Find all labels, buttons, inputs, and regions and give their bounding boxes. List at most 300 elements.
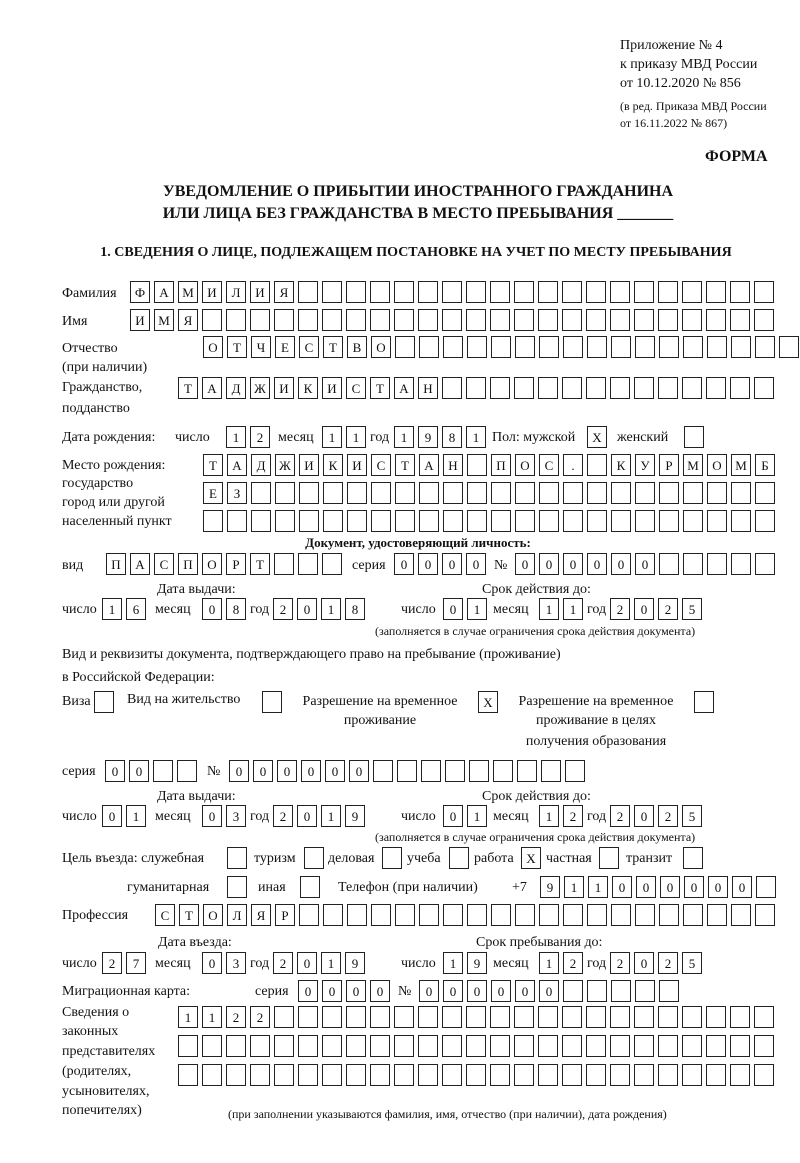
input-cell[interactable]: 0 xyxy=(611,553,631,575)
input-cell[interactable] xyxy=(373,760,393,782)
input-cell[interactable] xyxy=(517,760,537,782)
input-cell[interactable] xyxy=(226,1064,246,1086)
input-cell[interactable] xyxy=(682,1064,702,1086)
input-cell[interactable] xyxy=(226,1035,246,1057)
input-cell[interactable] xyxy=(394,1064,414,1086)
input-cell[interactable] xyxy=(634,309,654,331)
input-cell[interactable] xyxy=(730,1064,750,1086)
input-cell[interactable] xyxy=(586,377,606,399)
input-cell[interactable] xyxy=(514,281,534,303)
input-cell[interactable]: Ж xyxy=(275,454,295,476)
input-cell[interactable]: 2 xyxy=(610,952,630,974)
input-cell[interactable] xyxy=(467,336,487,358)
input-cell[interactable]: 0 xyxy=(443,598,463,620)
input-cell[interactable] xyxy=(707,904,727,926)
input-cell[interactable]: У xyxy=(635,454,655,476)
input-cell[interactable] xyxy=(442,309,462,331)
input-cell[interactable]: 0 xyxy=(297,598,317,620)
input-cell[interactable] xyxy=(490,1064,510,1086)
input-cell[interactable]: 0 xyxy=(394,553,414,575)
input-cell[interactable] xyxy=(490,377,510,399)
input-cell[interactable] xyxy=(538,281,558,303)
input-cell[interactable] xyxy=(682,1035,702,1057)
input-cell[interactable] xyxy=(394,281,414,303)
input-cell[interactable]: О xyxy=(515,454,535,476)
input-cell[interactable] xyxy=(587,904,607,926)
input-cell[interactable]: 2 xyxy=(250,426,270,448)
input-cell[interactable] xyxy=(683,904,703,926)
input-cell[interactable]: 1 xyxy=(539,598,559,620)
input-cell[interactable]: А xyxy=(202,377,222,399)
input-cell[interactable] xyxy=(563,510,583,532)
input-cell[interactable] xyxy=(445,760,465,782)
input-cell[interactable] xyxy=(694,691,714,713)
input-cell[interactable] xyxy=(347,904,367,926)
input-cell[interactable] xyxy=(563,336,583,358)
input-cell[interactable]: 0 xyxy=(442,553,462,575)
input-cell[interactable]: С xyxy=(346,377,366,399)
input-cell[interactable]: X xyxy=(587,426,607,448)
input-cell[interactable] xyxy=(659,980,679,1002)
input-cell[interactable]: 2 xyxy=(273,598,293,620)
input-cell[interactable]: 0 xyxy=(636,876,656,898)
input-cell[interactable] xyxy=(421,760,441,782)
input-cell[interactable] xyxy=(610,309,630,331)
input-cell[interactable] xyxy=(466,1006,486,1028)
input-cell[interactable]: 0 xyxy=(515,553,535,575)
input-cell[interactable]: И xyxy=(130,309,150,331)
input-cell[interactable] xyxy=(565,760,585,782)
input-cell[interactable]: X xyxy=(478,691,498,713)
input-cell[interactable]: 0 xyxy=(491,980,511,1002)
input-cell[interactable] xyxy=(634,377,654,399)
input-cell[interactable] xyxy=(659,553,679,575)
input-cell[interactable] xyxy=(538,1064,558,1086)
input-cell[interactable]: 2 xyxy=(250,1006,270,1028)
input-cell[interactable] xyxy=(658,309,678,331)
input-cell[interactable]: Ж xyxy=(250,377,270,399)
input-cell[interactable]: 0 xyxy=(684,876,704,898)
input-cell[interactable] xyxy=(466,1035,486,1057)
input-cell[interactable]: Т xyxy=(323,336,343,358)
input-cell[interactable]: Т xyxy=(250,553,270,575)
input-cell[interactable] xyxy=(563,482,583,504)
input-cell[interactable] xyxy=(563,904,583,926)
input-cell[interactable] xyxy=(491,510,511,532)
input-cell[interactable]: И xyxy=(250,281,270,303)
input-cell[interactable] xyxy=(467,904,487,926)
input-cell[interactable] xyxy=(419,904,439,926)
input-cell[interactable] xyxy=(659,510,679,532)
input-cell[interactable] xyxy=(731,482,751,504)
input-cell[interactable] xyxy=(754,1064,774,1086)
input-cell[interactable] xyxy=(178,1035,198,1057)
input-cell[interactable] xyxy=(419,510,439,532)
input-cell[interactable] xyxy=(250,309,270,331)
input-cell[interactable] xyxy=(586,1006,606,1028)
input-cell[interactable]: 0 xyxy=(660,876,680,898)
input-cell[interactable] xyxy=(539,336,559,358)
input-cell[interactable] xyxy=(397,760,417,782)
input-cell[interactable] xyxy=(202,1035,222,1057)
input-cell[interactable] xyxy=(299,510,319,532)
input-cell[interactable]: 5 xyxy=(682,598,702,620)
input-cell[interactable] xyxy=(322,1006,342,1028)
input-cell[interactable]: X xyxy=(521,847,541,869)
input-cell[interactable]: . xyxy=(563,454,583,476)
input-cell[interactable]: З xyxy=(227,482,247,504)
input-cell[interactable]: 2 xyxy=(658,952,678,974)
input-cell[interactable]: 2 xyxy=(563,805,583,827)
input-cell[interactable]: Б xyxy=(755,454,775,476)
input-cell[interactable]: А xyxy=(227,454,247,476)
input-cell[interactable] xyxy=(418,1064,438,1086)
input-cell[interactable]: 1 xyxy=(321,952,341,974)
input-cell[interactable] xyxy=(682,377,702,399)
input-cell[interactable] xyxy=(227,876,247,898)
input-cell[interactable] xyxy=(323,482,343,504)
input-cell[interactable] xyxy=(514,1064,534,1086)
input-cell[interactable] xyxy=(299,904,319,926)
input-cell[interactable] xyxy=(490,309,510,331)
input-cell[interactable] xyxy=(658,377,678,399)
input-cell[interactable]: Н xyxy=(418,377,438,399)
input-cell[interactable]: И xyxy=(299,454,319,476)
input-cell[interactable] xyxy=(587,336,607,358)
input-cell[interactable] xyxy=(755,482,775,504)
input-cell[interactable] xyxy=(466,309,486,331)
input-cell[interactable] xyxy=(202,309,222,331)
input-cell[interactable]: 2 xyxy=(610,805,630,827)
input-cell[interactable] xyxy=(659,482,679,504)
input-cell[interactable] xyxy=(539,482,559,504)
input-cell[interactable] xyxy=(203,510,223,532)
input-cell[interactable] xyxy=(395,482,415,504)
input-cell[interactable] xyxy=(635,980,655,1002)
input-cell[interactable]: Ч xyxy=(251,336,271,358)
input-cell[interactable] xyxy=(635,482,655,504)
input-cell[interactable]: 2 xyxy=(658,598,678,620)
input-cell[interactable] xyxy=(300,876,320,898)
input-cell[interactable] xyxy=(515,904,535,926)
input-cell[interactable]: Р xyxy=(659,454,679,476)
input-cell[interactable]: Т xyxy=(370,377,390,399)
input-cell[interactable] xyxy=(370,309,390,331)
input-cell[interactable]: М xyxy=(154,309,174,331)
input-cell[interactable] xyxy=(755,336,775,358)
input-cell[interactable] xyxy=(298,553,318,575)
input-cell[interactable] xyxy=(227,847,247,869)
input-cell[interactable] xyxy=(370,1006,390,1028)
input-cell[interactable]: 0 xyxy=(515,980,535,1002)
input-cell[interactable]: 0 xyxy=(301,760,321,782)
input-cell[interactable] xyxy=(683,336,703,358)
input-cell[interactable]: Е xyxy=(203,482,223,504)
input-cell[interactable] xyxy=(538,1006,558,1028)
input-cell[interactable] xyxy=(611,510,631,532)
input-cell[interactable] xyxy=(419,336,439,358)
input-cell[interactable] xyxy=(562,281,582,303)
input-cell[interactable]: 0 xyxy=(467,980,487,1002)
input-cell[interactable]: К xyxy=(323,454,343,476)
input-cell[interactable]: О xyxy=(371,336,391,358)
input-cell[interactable]: С xyxy=(299,336,319,358)
input-cell[interactable] xyxy=(587,980,607,1002)
input-cell[interactable]: С xyxy=(539,454,559,476)
input-cell[interactable] xyxy=(515,510,535,532)
input-cell[interactable]: И xyxy=(202,281,222,303)
input-cell[interactable] xyxy=(449,847,469,869)
input-cell[interactable] xyxy=(659,336,679,358)
input-cell[interactable] xyxy=(304,847,324,869)
input-cell[interactable]: 8 xyxy=(442,426,462,448)
input-cell[interactable] xyxy=(611,904,631,926)
input-cell[interactable]: 2 xyxy=(273,952,293,974)
input-cell[interactable]: Я xyxy=(178,309,198,331)
input-cell[interactable]: 1 xyxy=(178,1006,198,1028)
input-cell[interactable] xyxy=(610,1006,630,1028)
input-cell[interactable] xyxy=(706,377,726,399)
input-cell[interactable] xyxy=(322,1064,342,1086)
input-cell[interactable] xyxy=(731,553,751,575)
input-cell[interactable] xyxy=(467,510,487,532)
input-cell[interactable]: Л xyxy=(226,281,246,303)
input-cell[interactable]: 1 xyxy=(126,805,146,827)
input-cell[interactable]: 0 xyxy=(370,980,390,1002)
input-cell[interactable]: 0 xyxy=(298,980,318,1002)
input-cell[interactable] xyxy=(346,309,366,331)
input-cell[interactable] xyxy=(541,760,561,782)
input-cell[interactable]: А xyxy=(394,377,414,399)
input-cell[interactable] xyxy=(755,904,775,926)
input-cell[interactable] xyxy=(275,482,295,504)
input-cell[interactable] xyxy=(177,760,197,782)
input-cell[interactable]: 0 xyxy=(443,980,463,1002)
input-cell[interactable] xyxy=(382,847,402,869)
input-cell[interactable] xyxy=(586,1064,606,1086)
input-cell[interactable] xyxy=(707,336,727,358)
input-cell[interactable]: 7 xyxy=(126,952,146,974)
input-cell[interactable] xyxy=(395,336,415,358)
input-cell[interactable] xyxy=(514,1006,534,1028)
input-cell[interactable]: 0 xyxy=(253,760,273,782)
input-cell[interactable]: 0 xyxy=(466,553,486,575)
input-cell[interactable]: О xyxy=(203,336,223,358)
input-cell[interactable] xyxy=(707,510,727,532)
input-cell[interactable] xyxy=(731,904,751,926)
input-cell[interactable]: П xyxy=(178,553,198,575)
input-cell[interactable]: М xyxy=(178,281,198,303)
input-cell[interactable] xyxy=(562,1006,582,1028)
input-cell[interactable] xyxy=(707,482,727,504)
input-cell[interactable] xyxy=(683,510,703,532)
input-cell[interactable]: 3 xyxy=(226,805,246,827)
input-cell[interactable] xyxy=(442,377,462,399)
input-cell[interactable]: И xyxy=(274,377,294,399)
input-cell[interactable]: К xyxy=(298,377,318,399)
input-cell[interactable]: 0 xyxy=(277,760,297,782)
input-cell[interactable]: Т xyxy=(178,377,198,399)
input-cell[interactable] xyxy=(730,1035,750,1057)
input-cell[interactable] xyxy=(466,377,486,399)
input-cell[interactable] xyxy=(730,377,750,399)
input-cell[interactable] xyxy=(683,482,703,504)
input-cell[interactable]: 8 xyxy=(345,598,365,620)
input-cell[interactable] xyxy=(587,482,607,504)
input-cell[interactable] xyxy=(706,1064,726,1086)
input-cell[interactable]: 0 xyxy=(708,876,728,898)
input-cell[interactable] xyxy=(538,309,558,331)
input-cell[interactable]: 1 xyxy=(226,426,246,448)
input-cell[interactable] xyxy=(466,1064,486,1086)
input-cell[interactable] xyxy=(683,847,703,869)
input-cell[interactable]: 0 xyxy=(539,553,559,575)
input-cell[interactable]: 1 xyxy=(394,426,414,448)
input-cell[interactable]: И xyxy=(322,377,342,399)
input-cell[interactable]: 1 xyxy=(467,598,487,620)
input-cell[interactable]: 2 xyxy=(273,805,293,827)
input-cell[interactable] xyxy=(515,482,535,504)
input-cell[interactable] xyxy=(467,482,487,504)
input-cell[interactable] xyxy=(706,281,726,303)
input-cell[interactable]: 0 xyxy=(297,952,317,974)
input-cell[interactable] xyxy=(394,1035,414,1057)
input-cell[interactable] xyxy=(658,281,678,303)
input-cell[interactable] xyxy=(706,1006,726,1028)
input-cell[interactable] xyxy=(443,510,463,532)
input-cell[interactable] xyxy=(178,1064,198,1086)
input-cell[interactable]: 0 xyxy=(349,760,369,782)
input-cell[interactable] xyxy=(298,309,318,331)
input-cell[interactable]: 0 xyxy=(202,952,222,974)
input-cell[interactable]: Т xyxy=(227,336,247,358)
input-cell[interactable] xyxy=(250,1035,270,1057)
input-cell[interactable]: 2 xyxy=(610,598,630,620)
input-cell[interactable]: О xyxy=(203,904,223,926)
input-cell[interactable] xyxy=(538,1035,558,1057)
input-cell[interactable]: 0 xyxy=(419,980,439,1002)
input-cell[interactable] xyxy=(298,1064,318,1086)
input-cell[interactable]: 1 xyxy=(563,598,583,620)
input-cell[interactable] xyxy=(394,309,414,331)
input-cell[interactable] xyxy=(323,510,343,532)
input-cell[interactable] xyxy=(443,482,463,504)
input-cell[interactable]: 1 xyxy=(321,598,341,620)
input-cell[interactable] xyxy=(707,553,727,575)
input-cell[interactable] xyxy=(563,980,583,1002)
input-cell[interactable]: 0 xyxy=(563,553,583,575)
input-cell[interactable] xyxy=(731,510,751,532)
input-cell[interactable]: 0 xyxy=(634,805,654,827)
input-cell[interactable] xyxy=(469,760,489,782)
input-cell[interactable] xyxy=(611,482,631,504)
input-cell[interactable] xyxy=(371,482,391,504)
input-cell[interactable] xyxy=(346,1035,366,1057)
input-cell[interactable] xyxy=(491,336,511,358)
input-cell[interactable] xyxy=(442,1064,462,1086)
input-cell[interactable] xyxy=(755,510,775,532)
input-cell[interactable] xyxy=(754,281,774,303)
input-cell[interactable] xyxy=(562,1064,582,1086)
input-cell[interactable]: 0 xyxy=(229,760,249,782)
input-cell[interactable]: 1 xyxy=(443,952,463,974)
input-cell[interactable] xyxy=(658,1064,678,1086)
input-cell[interactable] xyxy=(251,510,271,532)
input-cell[interactable]: 8 xyxy=(226,598,246,620)
input-cell[interactable]: 0 xyxy=(325,760,345,782)
input-cell[interactable] xyxy=(226,309,246,331)
input-cell[interactable] xyxy=(635,904,655,926)
input-cell[interactable] xyxy=(322,1035,342,1057)
input-cell[interactable] xyxy=(153,760,173,782)
input-cell[interactable]: Д xyxy=(226,377,246,399)
input-cell[interactable]: 1 xyxy=(102,598,122,620)
input-cell[interactable] xyxy=(275,510,295,532)
input-cell[interactable]: М xyxy=(683,454,703,476)
input-cell[interactable] xyxy=(730,1006,750,1028)
input-cell[interactable] xyxy=(610,1064,630,1086)
input-cell[interactable] xyxy=(274,1006,294,1028)
input-cell[interactable] xyxy=(586,309,606,331)
input-cell[interactable]: А xyxy=(154,281,174,303)
input-cell[interactable]: О xyxy=(202,553,222,575)
input-cell[interactable]: С xyxy=(155,904,175,926)
input-cell[interactable] xyxy=(539,904,559,926)
input-cell[interactable]: 0 xyxy=(322,980,342,1002)
input-cell[interactable]: С xyxy=(371,454,391,476)
input-cell[interactable]: 0 xyxy=(732,876,752,898)
input-cell[interactable]: Я xyxy=(274,281,294,303)
input-cell[interactable]: 1 xyxy=(539,805,559,827)
input-cell[interactable]: 9 xyxy=(467,952,487,974)
input-cell[interactable] xyxy=(395,510,415,532)
input-cell[interactable] xyxy=(587,510,607,532)
input-cell[interactable] xyxy=(754,1006,774,1028)
input-cell[interactable] xyxy=(754,309,774,331)
input-cell[interactable] xyxy=(467,454,487,476)
input-cell[interactable] xyxy=(635,336,655,358)
input-cell[interactable]: 5 xyxy=(682,805,702,827)
input-cell[interactable] xyxy=(562,1035,582,1057)
input-cell[interactable]: П xyxy=(491,454,511,476)
input-cell[interactable] xyxy=(322,281,342,303)
input-cell[interactable] xyxy=(442,1035,462,1057)
input-cell[interactable]: 6 xyxy=(126,598,146,620)
input-cell[interactable]: 1 xyxy=(467,805,487,827)
input-cell[interactable] xyxy=(251,482,271,504)
input-cell[interactable] xyxy=(227,510,247,532)
input-cell[interactable] xyxy=(274,309,294,331)
input-cell[interactable] xyxy=(370,281,390,303)
input-cell[interactable] xyxy=(346,1006,366,1028)
input-cell[interactable] xyxy=(730,281,750,303)
input-cell[interactable]: 5 xyxy=(682,952,702,974)
input-cell[interactable] xyxy=(418,309,438,331)
input-cell[interactable]: А xyxy=(419,454,439,476)
input-cell[interactable]: 2 xyxy=(563,952,583,974)
input-cell[interactable]: М xyxy=(731,454,751,476)
input-cell[interactable] xyxy=(371,510,391,532)
input-cell[interactable] xyxy=(274,1064,294,1086)
input-cell[interactable] xyxy=(370,1064,390,1086)
input-cell[interactable] xyxy=(370,1035,390,1057)
input-cell[interactable] xyxy=(659,904,679,926)
input-cell[interactable] xyxy=(754,1035,774,1057)
input-cell[interactable] xyxy=(634,1064,654,1086)
input-cell[interactable] xyxy=(419,482,439,504)
input-cell[interactable] xyxy=(610,377,630,399)
input-cell[interactable] xyxy=(514,309,534,331)
